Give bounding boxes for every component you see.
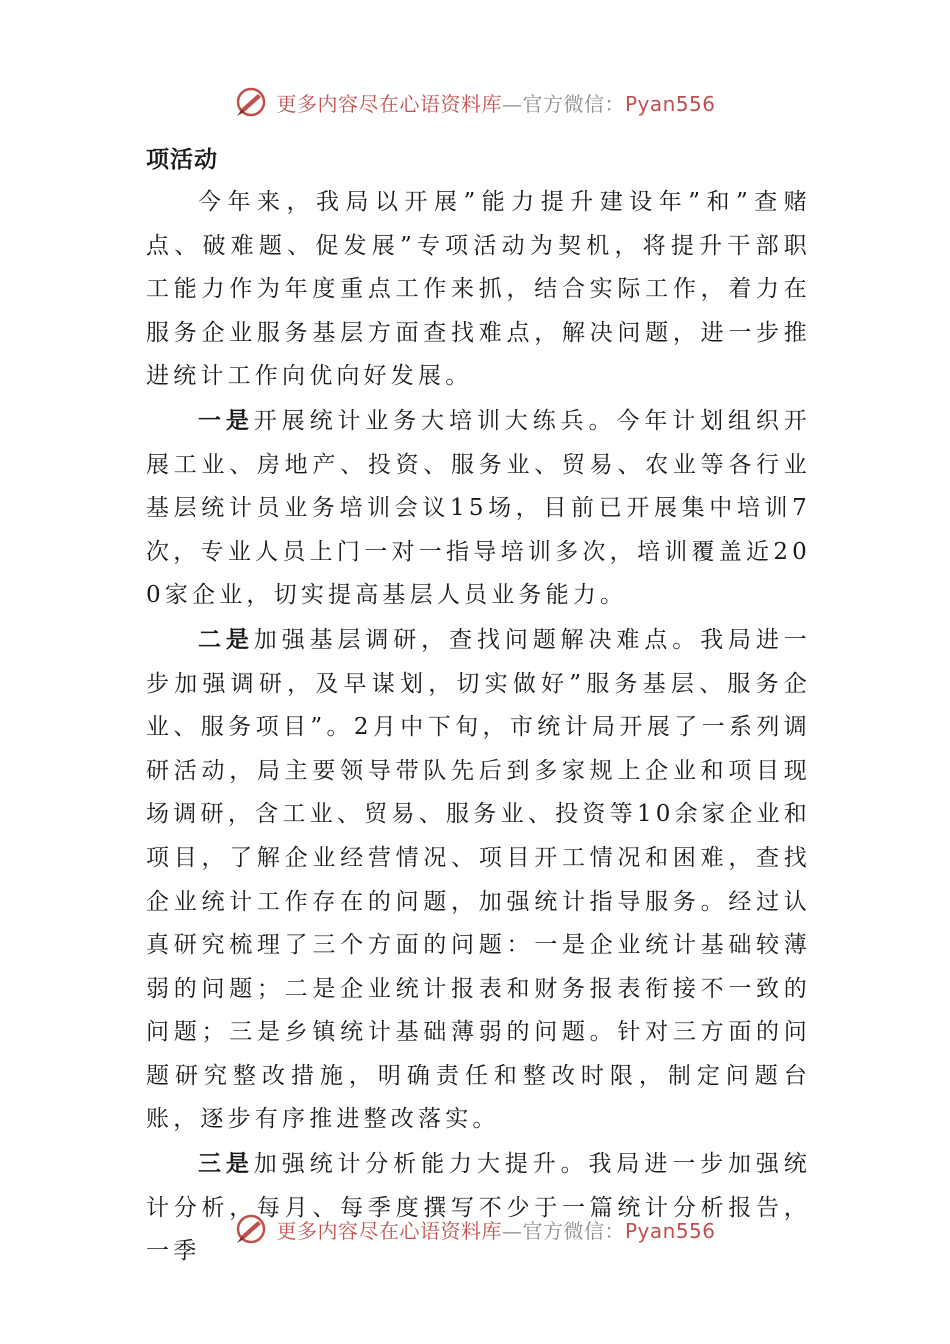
pen-circle-logo-icon [234, 1212, 268, 1246]
banner-wechat-label: 官方微信： [522, 91, 625, 116]
banner-wechat-label: 官方微信： [522, 1218, 625, 1243]
paragraph-one [146, 399, 811, 618]
document-body [146, 138, 811, 1274]
paragraph-text: 加强统计分析能力大提升。我局进一步加强统计分析，每月、每季度撰写不少于一篇统计分析报告，一季 [146, 1151, 812, 1265]
footer-banner [0, 1209, 950, 1249]
banner-text [276, 1215, 715, 1244]
section-heading: 项活动 [146, 146, 218, 173]
paragraph-lead: 一是 [198, 406, 254, 434]
banner-wechat-id: Pyan556 [624, 91, 716, 116]
banner-main: 更多内容尽在心语资料库 [276, 91, 502, 116]
paragraph-lead: 三是 [198, 1150, 254, 1178]
paragraph-lead: 二是 [198, 625, 254, 653]
paragraph-three [146, 1142, 811, 1274]
banner-separator: — [501, 91, 523, 116]
paragraph-intro [146, 181, 811, 399]
banner-main: 更多内容尽在心语资料库 [276, 1218, 502, 1243]
paragraph-text: 今年来，我局以开展”能力提升建设年”和”查赌点、破难题、促发展”专项活动为契机，将提升干部职工能力作为年度重点工作来抓，结合实际工作，着力在服务企业服务基层方面查找难点，解决问题，进一步推进统计工作向优向好发展。 [146, 189, 811, 390]
header-banner [0, 82, 950, 122]
paragraph-text: 加强基层调研，查找问题解决难点。我局进一步加强调研，及早谋划，切实做好”服务基层、服务企业、服务项目”。2月中下旬，市统计局开展了一系列调研活动，局主要领导带队先后到多家规上企业和项目现场调研，含工业、贸易、服务业、投资等10余家企业和项目，了解企业经营情况、项目开工情况和困难，查找企业统计工作存在的问题，加强统计指导服务。经过认真研究梳理了三个方面的问题：一是企业统计基础较薄弱的问题；二是企业统计报表和财务报表衔接不一致的问题；三是乡镇统计基础薄弱的问题。针对三方面的问题研究整改措施，明确责任和整改时限，制定问题台账，逐步有序推进整改落实。 [146, 626, 812, 1133]
banner-wechat-id: Pyan556 [624, 1218, 716, 1243]
banner-separator: — [501, 1218, 523, 1243]
banner-text [276, 88, 715, 117]
paragraph-text: 开展统计业务大培训大练兵。今年计划组织开展工业、房地产、投资、服务业、贸易、农业等各行业基层统计员业务培训会议15场，目前已开展集中培训7次，专业人员上门一对一指导培训多次，培训覆盖近200家企业，切实提高基层人员业务能力。 [146, 407, 812, 609]
paragraph-two [146, 618, 811, 1142]
pen-circle-logo-icon [234, 85, 268, 119]
